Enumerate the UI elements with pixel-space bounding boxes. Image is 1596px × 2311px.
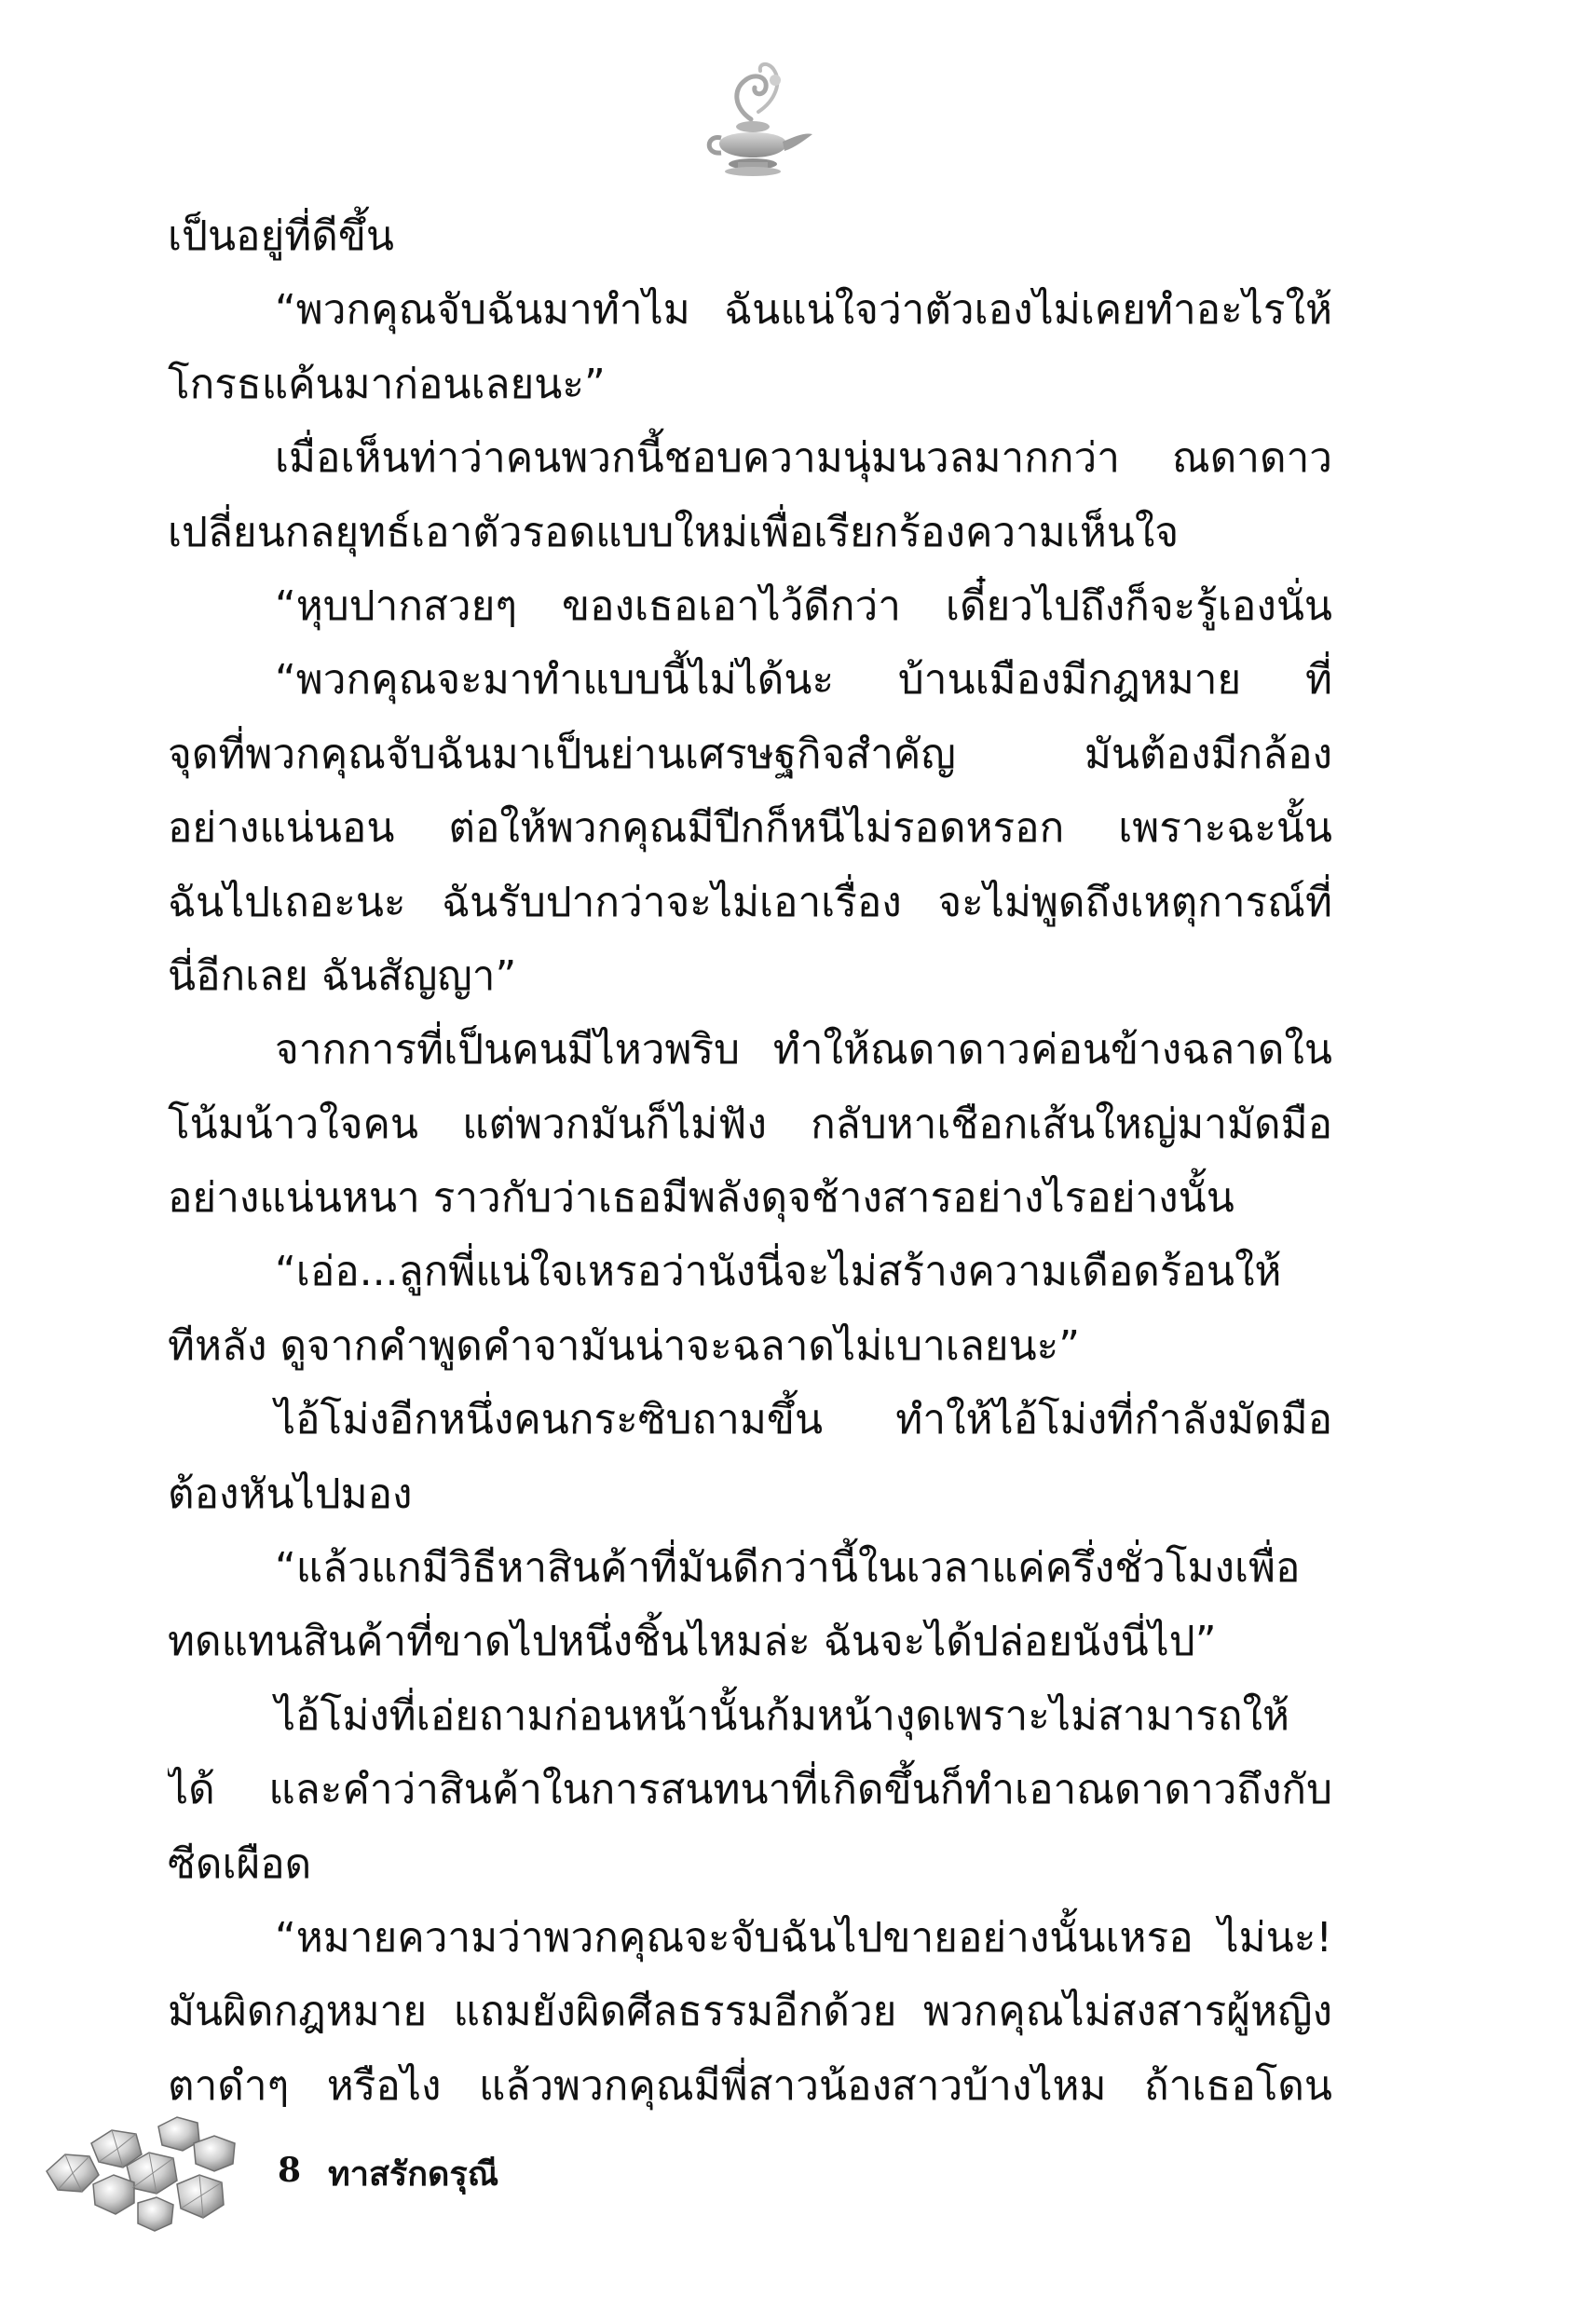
text-line: “พวกคุณจะมาทำแบบนี้ไม่ได้นะ บ้านเมืองมีกฎหมาย ที่ xyxy=(275,656,1332,704)
text-line: ไอ้โม่งที่เอ่ยถามก่อนหน้านั้นก้มหน้างุดเพราะไม่สามารถให้ xyxy=(275,1691,1290,1740)
text-line: “พวกคุณจับฉันมาทำไม ฉันแน่ใจว่าตัวเองไม่เคยทำอะไรให้ xyxy=(275,286,1332,335)
text-line: ได้ และคำว่าสินค้าในการสนทนาที่เกิดขึ้นก็ทำเอาณดาดาวถึงกับ xyxy=(168,1766,1332,1814)
text-line: “หมายความว่าพวกคุณจะจับฉันไปขายอย่างนั้นเหรอ ไม่นะ! xyxy=(275,1913,1332,1962)
text-line: จุดที่พวกคุณจับฉันมาเป็นย่านเศรษฐกิจสำคัญ มันต้องมีกล้อง xyxy=(168,730,1332,778)
text-line: ทดแทนสินค้าที่ขาดไปหนึ่งชิ้นไหมล่ะ ฉันจะได้ปล่อยนังนี่ไป” xyxy=(168,1618,1217,1666)
text-line: เป็นอยู่ที่ดีขึ้น xyxy=(168,212,394,260)
text-line: ฉันไปเถอะนะ ฉันรับปากว่าจะไม่เอาเรื่อง จะไม่พูดถึงเหตุการณ์ที่ xyxy=(168,878,1332,926)
teapot-swirl-icon xyxy=(686,54,816,194)
text-line: เมื่อเห็นท่าว่าคนพวกนี้ชอบความนุ่มนวลมากกว่า ณดาดาว xyxy=(275,434,1332,483)
text-line: ต้องหันไปมอง xyxy=(168,1470,413,1518)
text-line: “แล้วแกมีวิธีหาสินค้าที่มันดีกว่านี้ในเวลาแค่ครึ่งชั่วโมงเพื่อ xyxy=(275,1544,1301,1593)
text-line: จากการที่เป็นคนมีไหวพริบ ทำให้ณดาดาวค่อนข้างฉลาดใน xyxy=(275,1026,1332,1074)
page-body xyxy=(168,199,1332,2123)
text-line: โน้มน้าวใจคน แต่พวกมันก็ไม่ฟัง กลับหาเชือกเส้นใหญ่มามัดมือ xyxy=(168,1100,1332,1148)
text-line: อย่างแน่นหนา ราวกับว่าเธอมีพลังดุจช้างสารอย่างไรอย่างนั้น xyxy=(168,1174,1235,1223)
text-line: ไอ้โม่งอีกหนึ่งคนกระซิบถามขึ้น ทำให้ไอ้โม่งที่กำลังมัดมือ xyxy=(275,1396,1332,1444)
text-line: “หุบปากสวยๆ ของเธอเอาไว้ดีกว่า เดี๋ยวไปถึงก็จะรู้เองนั่น xyxy=(275,581,1332,630)
text-line: ทีหลัง ดูจากคำพูดคำจามันน่าจะฉลาดไม่เบาเลยนะ” xyxy=(168,1321,1081,1370)
text-line: เปลี่ยนกลยุทธ์เอาตัวรอดแบบใหม่เพื่อเรียกร้องความเห็นใจ xyxy=(168,508,1180,556)
text-line: อย่างแน่นอน ต่อให้พวกคุณมีปีกก็หนีไม่รอดหรอก เพราะฉะนั้น xyxy=(168,804,1332,853)
diamonds-cluster-icon xyxy=(37,2106,270,2236)
page-number: 8 xyxy=(278,2151,302,2190)
page-footer xyxy=(37,2106,559,2236)
text-line: โกรธแค้นมาก่อนเลยนะ” xyxy=(168,360,606,408)
text-line: ตาดำๆ หรือไง แล้วพวกคุณมีพี่สาวน้องสาวบ้างไหม ถ้าเธอโดน xyxy=(168,2061,1332,2110)
text-line: มันผิดกฎหมาย แถมยังผิดศีลธรรมอีกด้วย พวกคุณไม่สงสารผู้หญิง xyxy=(168,1988,1332,2036)
text-line: ซีดเผือด xyxy=(168,1839,312,1888)
text-line: “เอ่อ...ลูกพี่แน่ใจเหรอว่านังนี่จะไม่สร้างความเดือดร้อนให้ xyxy=(275,1248,1282,1296)
text-line: นี่อีกเลย ฉันสัญญา” xyxy=(168,951,517,1000)
book-title: ทาสรักดรุณี xyxy=(328,2155,499,2194)
